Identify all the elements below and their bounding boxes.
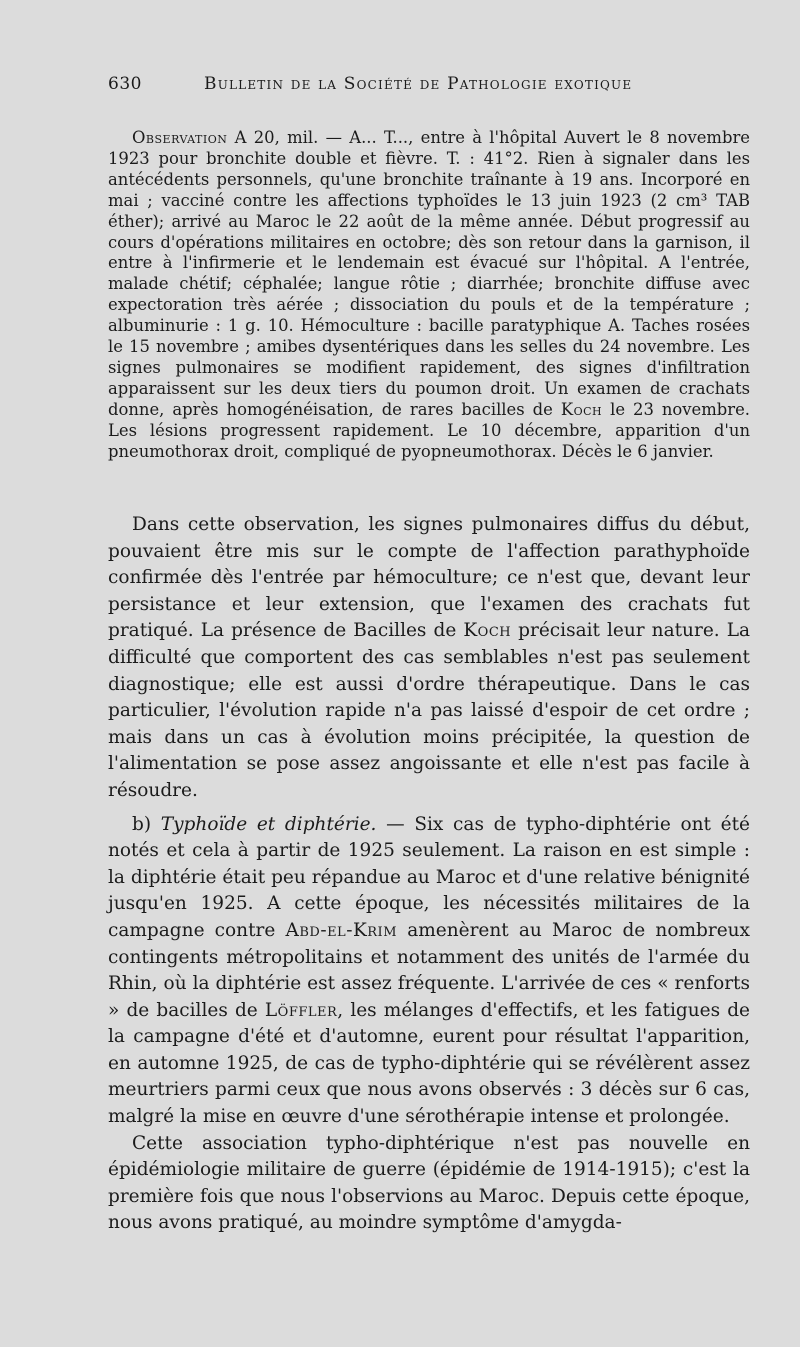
main-text [108,512,750,1237]
observation-text-end: le 23 novembre. Les lésions progressent rapidement. Le 10 décembre, apparition d'un pneumothorax droit, compliqué de pyopneumothorax. Décès le 6 janvier. [108,399,751,461]
paragraph-2-text-c: , les mélanges d'effectifs, et les fatigues de la campagne d'été et d'automne, eurent pour résultat l'apparition, en automne 1925, de cas de typho-diphtérie qui se révélèrent assez meurtriers parmi ceux que nous avons observés : 3 décès sur 6 cas, malgré la mise en œuvre d'une sérothérapie intense et prolongée. [108,999,750,1128]
paragraph-1 [108,512,750,805]
paragraph-2 [108,812,750,1131]
name-koch: Koch [463,620,512,642]
name-loffler: Löffler [264,999,338,1021]
page-number: 630 [108,74,142,94]
running-title: Bulletin de la Société de Pathologie exotique [204,74,633,94]
paragraph-3 [108,1131,750,1237]
observation-paragraph [108,128,750,463]
section-title: Typhoïde et diphtérie. [160,813,377,835]
paragraph-1-text: Dans cette observation, les signes pulmonaires diffus du début, pouvaient être mis sur le compte de l'affection parathyphoïde confirmée dès l'entrée par hémoculture; ce n'est que, devant leur persistance et leur extension, que l'examen des crachats fut pratiqué. La présence de Bacilles de [108,514,750,642]
page-header [108,74,700,98]
paragraph-3-text: Cette association typho-diphtérique n'est pas nouvelle en épidémiologie militaire de guerre (épidémie de 1914-1915); c'est la première fois que nous l'observions au Maroc. Depuis cette époque, nous avons pratiqué, au moindre symptôme d'amygda- [108,1132,750,1234]
observation-block [108,128,750,463]
observation-label: Observation [132,128,228,147]
paragraph-1-text-end: précisait leur nature. La difficulté que comportent des cas semblables n'est pas seulement diagnostique; elle est aussi d'ordre thérapeutique. Dans le cas particulier, l'évolution rapide n'a pas laissé d'espoir de cet ordre ; mais dans un cas à évolution moins précipitée, la question de l'alimentation se pose assez angoissante et elle n'est pas facile à résoudre. [108,620,751,801]
name-abd-el-krim: Abd-el-Krim [285,919,398,941]
name-koch: Koch [560,399,603,419]
paragraph-2-text-b: amenèrent au Maroc de nombreux contingents métropolitains et notamment des unités de l'armée du Rhin, où la diphtérie est assez fréquente. L'arrivée de ces « renforts » de bacilles de [108,919,750,1021]
observation-text: A 20, mil. — A... T..., entre à l'hôpital Auvert le 8 novembre 1923 pour bronchite double et fièvre. T. : 41°2. Rien à signaler dans les antécédents personnels, qu'une bronchite traînante à 19 ans. Incorporé en mai ; vacciné contre les affections typhoïdes le 13 juin 1923 (2 cm³ TAB éther); arrivé au Maroc le 22 août de la même année. Début progressif au cours d'opérations militaires en octobre; dès son retour dans la garnison, il entre à l'infirmerie et le lendemain est évacué sur l'hôpital. A l'entrée, malade chétif; céphalée; langue rôtie ; diarrhée; bronchite diffuse avec expectoration très aérée ; dissociation du pouls et de la température ; albuminurie : 1 g. 10. Hémoculture : bacille paratyphique A. Taches rosées le 15 novembre ; amibes dysentériques dans les selles du 24 novembre. Les signes pulmonaires se modifient rapidement, des signes d'infiltration apparaissent sur les deux tiers du poumon droit. Un examen de crachats donne, après homogénéisation, de rares bacilles de [108,128,750,419]
paragraph-2-text-a: — Six cas de typho-diphtérie ont été notés et cela à partir de 1925 seulement. La raison en est simple : la diphtérie était peu répandue au Maroc et d'une relative bénignité jusqu'en 1925. A cette époque, les nécessités militaires de la campagne contre [108,813,750,941]
section-marker: b) [132,813,152,835]
